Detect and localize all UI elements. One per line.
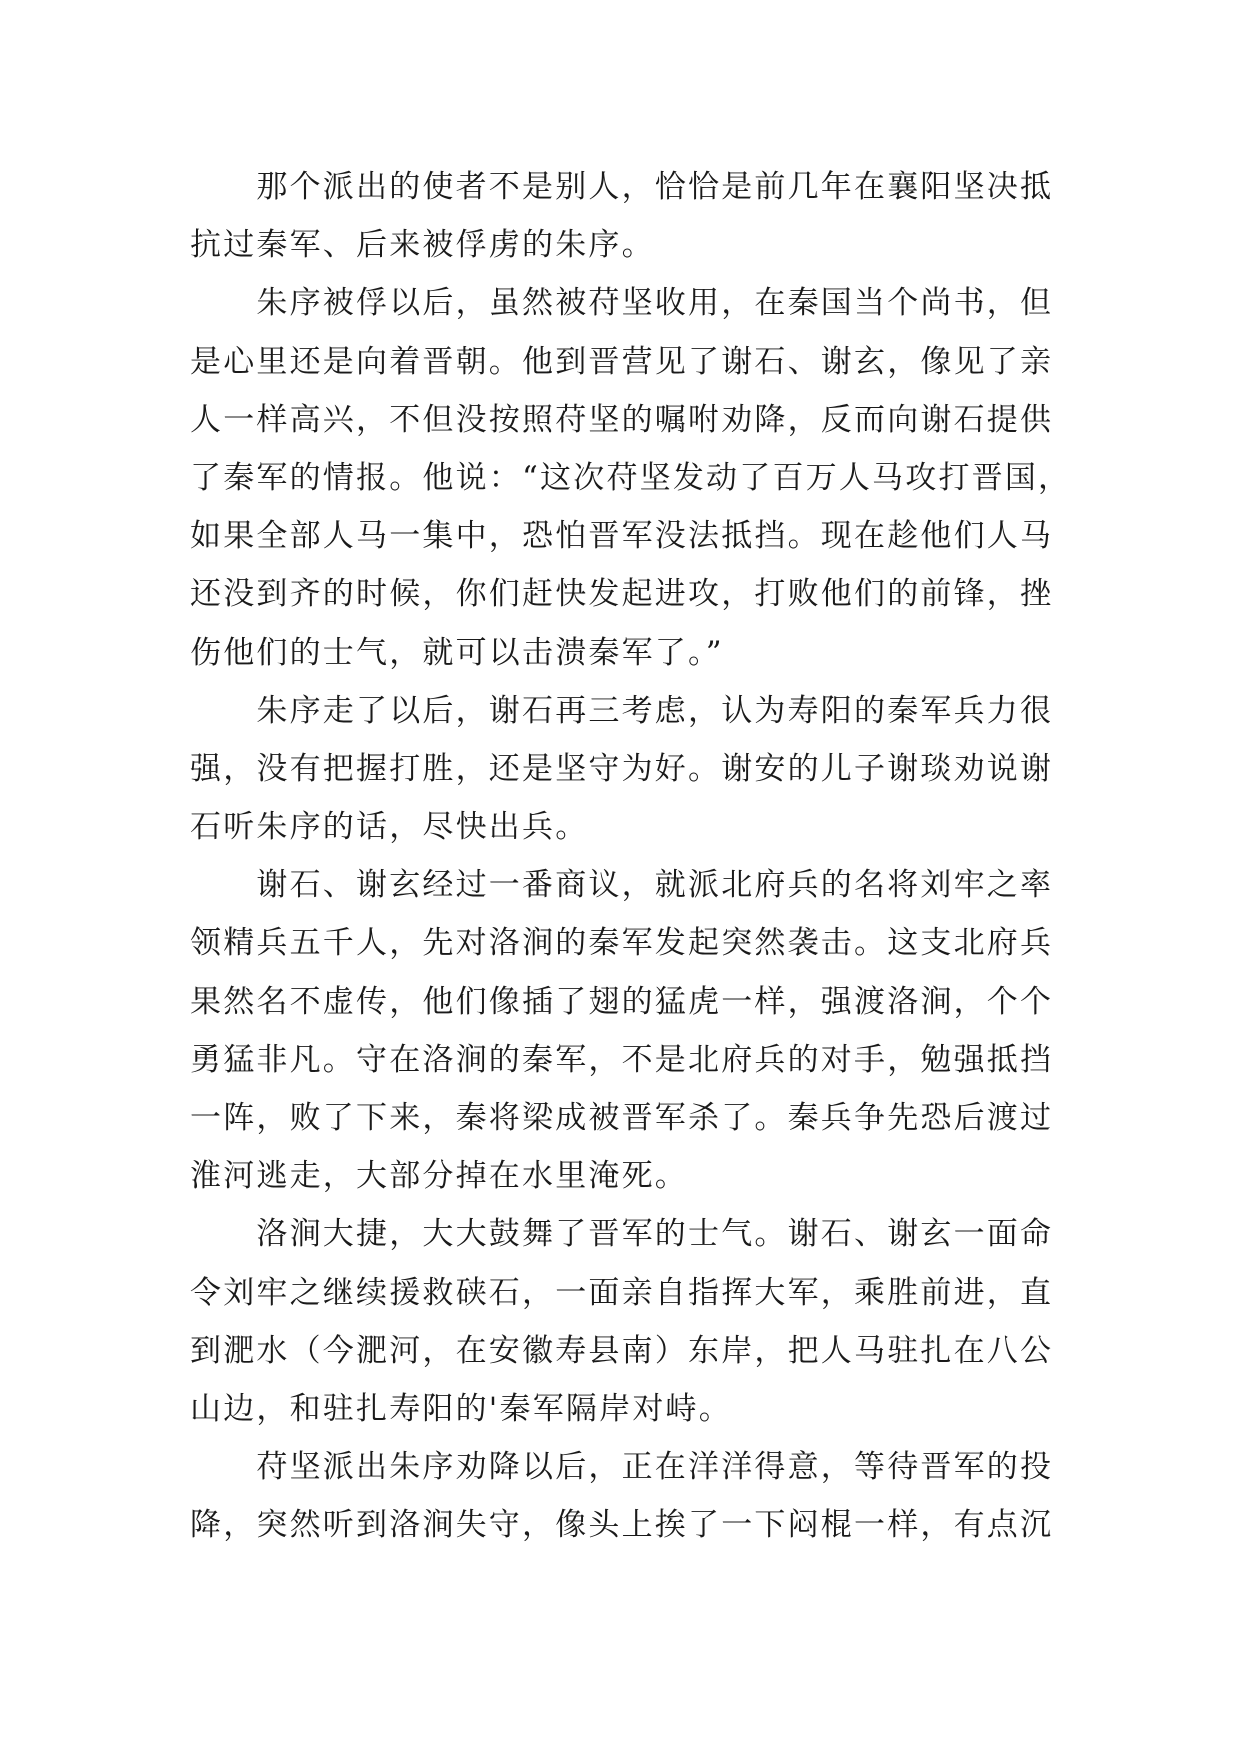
text-line: 朱序走了以后，谢石再三考虑，认为寿阳的秦军兵力很: [190, 692, 1054, 729]
document-body: [190, 158, 1072, 1555]
text-line: 苻坚派出朱序劝降以后，正在洋洋得意，等待晋军的投: [190, 1449, 1054, 1486]
text-line: 强，没有把握打胜，还是坚守为好。谢安的儿子谢琰劝说谢: [190, 750, 1054, 787]
text-line: 还没到齐的时候，你们赶快发起进攻，打败他们的前锋，挫: [190, 576, 1054, 613]
text-line: 朱序被俘以后，虽然被苻坚收用，在秦国当个尚书，但: [190, 285, 1054, 322]
text-line: 伤他们的士气，就可以击溃秦军了。”: [190, 634, 724, 671]
text-line: 领精兵五千人，先对洛涧的秦军发起突然袭击。这支北府兵: [190, 925, 1054, 962]
text-line: 如果全部人马一集中，恐怕晋军没法抵挡。现在趁他们人马: [190, 518, 1054, 555]
text-line: 令刘牢之继续援救硖石，一面亲自指挥大军，乘胜前进，直: [190, 1274, 1054, 1311]
text-line: 勇猛非凡。守在洛涧的秦军，不是北府兵的对手，勉强抵挡: [190, 1041, 1054, 1078]
text-line: 是心里还是向着晋朝。他到晋营见了谢石、谢玄，像见了亲: [190, 343, 1054, 380]
text-line: 果然名不虚传，他们像插了翅的猛虎一样，强渡洛涧，个个: [190, 983, 1054, 1020]
text-line: 淮河逃走，大部分掉在水里淹死。: [190, 1158, 688, 1195]
text-line: 那个派出的使者不是别人，恰恰是前几年在襄阳坚决抵: [190, 169, 1054, 205]
text-line: 洛涧大捷，大大鼓舞了晋军的士气。谢石、谢玄一面命: [190, 1216, 1054, 1253]
text-line: 石听朱序的话，尽快出兵。: [190, 809, 589, 846]
text-line: 谢石、谢玄经过一番商议，就派北府兵的名将刘牢之率: [190, 867, 1054, 904]
text-line: 一阵，败了下来，秦将梁成被晋军杀了。秦兵争先恐后渡过: [190, 1100, 1054, 1136]
text-line: 到淝水（今淝河，在安徽寿县南）东岸，把人马驻扎在八公: [190, 1332, 1054, 1369]
text-line: 人一样高兴，不但没按照苻坚的嘱咐劝降，反而向谢石提供: [190, 401, 1054, 438]
text-line: 降，突然听到洛涧失守，像头上挨了一下闷棍一样，有点沉: [190, 1507, 1054, 1544]
text-line: 山边，和驻扎寿阳的'秦军隔岸对峙。: [190, 1390, 732, 1427]
text-line: 抗过秦军、后来被俘虏的朱序。: [190, 227, 655, 264]
text-line: 了秦军的情报。他说：“这次苻坚发动了百万人马攻打晋国，: [190, 459, 1072, 496]
